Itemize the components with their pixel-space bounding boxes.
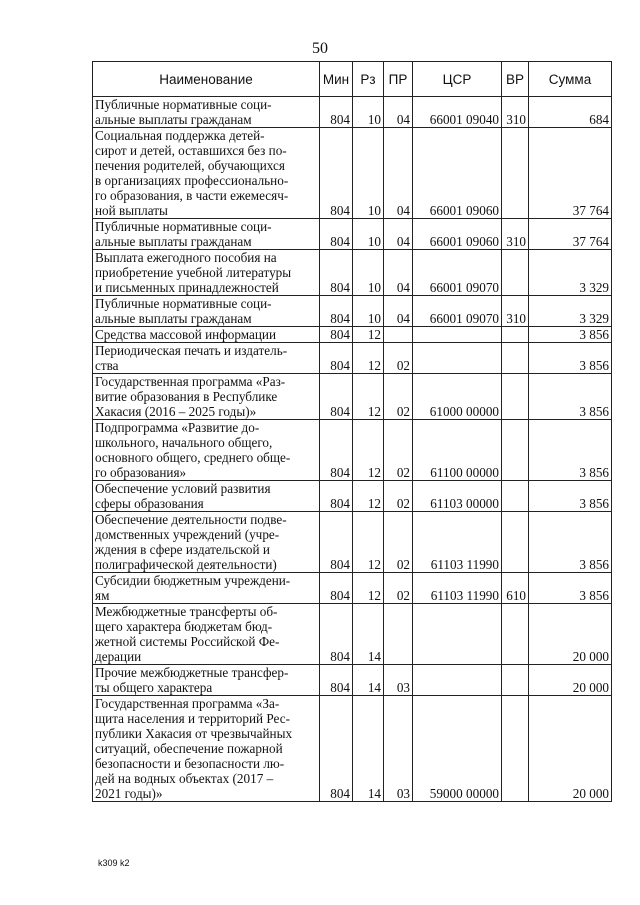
cell-sum: 3 856 [529,327,612,343]
name-line: витие образования в Республике [95,389,278,404]
cell-min: 804 [320,219,353,250]
name-line: Публичные нормативные соци- [95,219,272,234]
header-sum: Сумма [529,62,612,97]
name-line: щего характера бюджетам бюд- [95,619,273,634]
cell-sum: 3 856 [529,343,612,374]
name-line: Государственная программа «Раз- [95,374,286,389]
cell-rz: 14 [353,604,384,665]
cell-csr: 61103 00000 [413,481,502,512]
cell-vr [502,696,529,802]
cell-min: 804 [320,604,353,665]
cell-sum: 20 000 [529,604,612,665]
cell-min: 804 [320,420,353,481]
name-line: ситуаций, обеспечение пожарной [95,741,283,756]
cell-sum: 3 856 [529,512,612,573]
header-name: Наименование [93,62,320,97]
cell-rz: 10 [353,219,384,250]
cell-pr [384,327,413,343]
table-row [93,665,612,696]
cell-csr: 61000 00000 [413,374,502,420]
table-row [93,343,612,374]
cell-name [93,604,320,665]
header-csr: ЦСР [413,62,502,97]
cell-min: 804 [320,696,353,802]
name-line: печения родителей, обучающихся [95,158,285,173]
name-line: Периодическая печать и издатель- [95,343,288,358]
table-row [93,219,612,250]
cell-name [93,219,320,250]
cell-vr [502,665,529,696]
cell-sum: 37 764 [529,128,612,219]
name-line: дерации [95,649,142,664]
cell-sum: 20 000 [529,665,612,696]
cell-name [93,343,320,374]
cell-vr [502,343,529,374]
cell-pr: 02 [384,374,413,420]
cell-rz: 12 [353,327,384,343]
cell-csr: 66001 09070 [413,250,502,296]
cell-csr: 66001 09070 [413,296,502,327]
cell-rz: 10 [353,296,384,327]
table-row [93,97,612,128]
cell-csr [413,665,502,696]
cell-pr: 02 [384,420,413,481]
cell-pr: 04 [384,128,413,219]
cell-pr: 02 [384,481,413,512]
table-row [93,604,612,665]
cell-vr [502,481,529,512]
name-line: ной выплаты [95,203,168,218]
header-min: Мин [320,62,353,97]
table-row [93,573,612,604]
cell-csr: 61100 00000 [413,420,502,481]
cell-name [93,512,320,573]
cell-rz: 10 [353,250,384,296]
cell-pr: 04 [384,219,413,250]
cell-min: 804 [320,512,353,573]
cell-pr [384,604,413,665]
cell-pr: 02 [384,573,413,604]
cell-vr: 310 [502,219,529,250]
cell-csr: 66001 09060 [413,219,502,250]
table-body [93,97,612,802]
table-row [93,128,612,219]
cell-csr: 59000 00000 [413,696,502,802]
cell-pr: 03 [384,665,413,696]
name-line: Межбюджетные трансферты об- [95,604,278,619]
name-line: Прочие межбюджетные трансфер- [95,665,289,680]
cell-rz: 10 [353,128,384,219]
cell-csr [413,604,502,665]
cell-pr: 04 [384,250,413,296]
name-line: сферы образования [95,496,204,511]
cell-vr: 310 [502,97,529,128]
name-line: Обеспечение деятельности подве- [95,512,287,527]
name-line: Обеспечение условий развития [95,481,271,496]
cell-name [93,250,320,296]
cell-rz: 12 [353,512,384,573]
cell-name [93,573,320,604]
cell-csr [413,327,502,343]
name-line: альные выплаты гражданам [95,234,252,249]
cell-sum: 3 329 [529,250,612,296]
name-line: приобретение учебной литературы [95,265,292,280]
name-line: щита населения и территорий Рес- [95,711,290,726]
name-line: Публичные нормативные соци- [95,97,272,112]
cell-vr [502,604,529,665]
cell-min: 804 [320,573,353,604]
cell-name [93,97,320,128]
name-line: и письменных принадлежностей [95,280,279,295]
cell-name [93,128,320,219]
cell-vr [502,250,529,296]
cell-pr: 04 [384,296,413,327]
cell-csr: 66001 09060 [413,128,502,219]
name-line: в организациях профессионально- [95,173,289,188]
header-pr: ПР [384,62,413,97]
name-line: сирот и детей, оставшихся без по- [95,143,287,158]
cell-rz: 12 [353,374,384,420]
cell-name [93,481,320,512]
name-line: Публичные нормативные соци- [95,296,272,311]
name-line: Социальная поддержка детей- [95,128,265,143]
cell-sum: 20 000 [529,696,612,802]
cell-csr: 61103 11990 [413,512,502,573]
name-line: го образования» [95,465,187,480]
cell-vr [502,128,529,219]
cell-pr: 03 [384,696,413,802]
cell-pr: 04 [384,97,413,128]
cell-sum: 684 [529,97,612,128]
cell-min: 804 [320,97,353,128]
cell-sum: 3 856 [529,481,612,512]
cell-rz: 14 [353,665,384,696]
cell-vr [502,327,529,343]
cell-csr: 61103 11990 [413,573,502,604]
name-line: жетной системы Российской Фе- [95,634,280,649]
name-line: ям [95,588,110,603]
cell-vr: 610 [502,573,529,604]
cell-min: 804 [320,374,353,420]
name-line: ждения в сфере издательской и [95,542,270,557]
table-header-row [93,62,612,97]
cell-pr: 02 [384,512,413,573]
name-line: школьного, начального общего, [95,435,273,450]
cell-rz: 12 [353,481,384,512]
cell-name [93,696,320,802]
table-row [93,512,612,573]
name-line: полиграфической деятельности) [95,557,277,572]
name-line: дей на водных объектах (2017 – [95,771,274,786]
cell-sum: 37 764 [529,219,612,250]
cell-csr: 66001 09040 [413,97,502,128]
cell-name [93,327,320,343]
table-row [93,420,612,481]
cell-pr: 02 [384,343,413,374]
header-rz: Рз [353,62,384,97]
name-line: публики Хакасия от чрезвычайных [95,726,293,741]
page-number: 50 [312,40,328,57]
budget-table [92,61,612,802]
cell-rz: 12 [353,573,384,604]
table-row [93,250,612,296]
cell-vr [502,420,529,481]
cell-rz: 14 [353,696,384,802]
name-line: ства [95,358,119,373]
cell-vr [502,374,529,420]
cell-rz: 10 [353,97,384,128]
name-line: Выплата ежегодного пособия на [95,250,277,265]
table-row [93,696,612,802]
cell-min: 804 [320,128,353,219]
name-line: альные выплаты гражданам [95,112,252,127]
name-line: ты общего характера [95,680,213,695]
cell-min: 804 [320,296,353,327]
cell-vr [502,512,529,573]
table-row [93,481,612,512]
table-row [93,296,612,327]
name-line: Хакасия (2016 – 2025 годы)» [95,404,257,419]
name-line: Субсидии бюджетным учреждени- [95,573,291,588]
name-line: Государственная программа «За- [95,696,280,711]
cell-name [93,296,320,327]
cell-min: 804 [320,665,353,696]
name-line: Средства массовой информации [95,327,277,342]
table-row [93,374,612,420]
cell-name [93,420,320,481]
name-line: безопасности и безопасности лю- [95,756,285,771]
name-line: Подпрограмма «Развитие до- [95,420,260,435]
header-vr: ВР [502,62,529,97]
cell-rz: 12 [353,420,384,481]
cell-min: 804 [320,327,353,343]
cell-name [93,665,320,696]
footer-code: k309 k2 [98,858,130,868]
name-line: го образования, в части ежемесяч- [95,188,289,203]
cell-sum: 3 329 [529,296,612,327]
name-line: 2021 годы)» [95,786,163,801]
cell-name [93,374,320,420]
cell-rz: 12 [353,343,384,374]
cell-min: 804 [320,481,353,512]
cell-min: 804 [320,250,353,296]
name-line: альные выплаты гражданам [95,311,252,326]
cell-sum: 3 856 [529,420,612,481]
cell-sum: 3 856 [529,573,612,604]
cell-min: 804 [320,343,353,374]
cell-csr [413,343,502,374]
name-line: домственных учреждений (учре- [95,527,280,542]
name-line: основного общего, среднего обще- [95,450,291,465]
table-row [93,327,612,343]
cell-sum: 3 856 [529,374,612,420]
cell-vr: 310 [502,296,529,327]
